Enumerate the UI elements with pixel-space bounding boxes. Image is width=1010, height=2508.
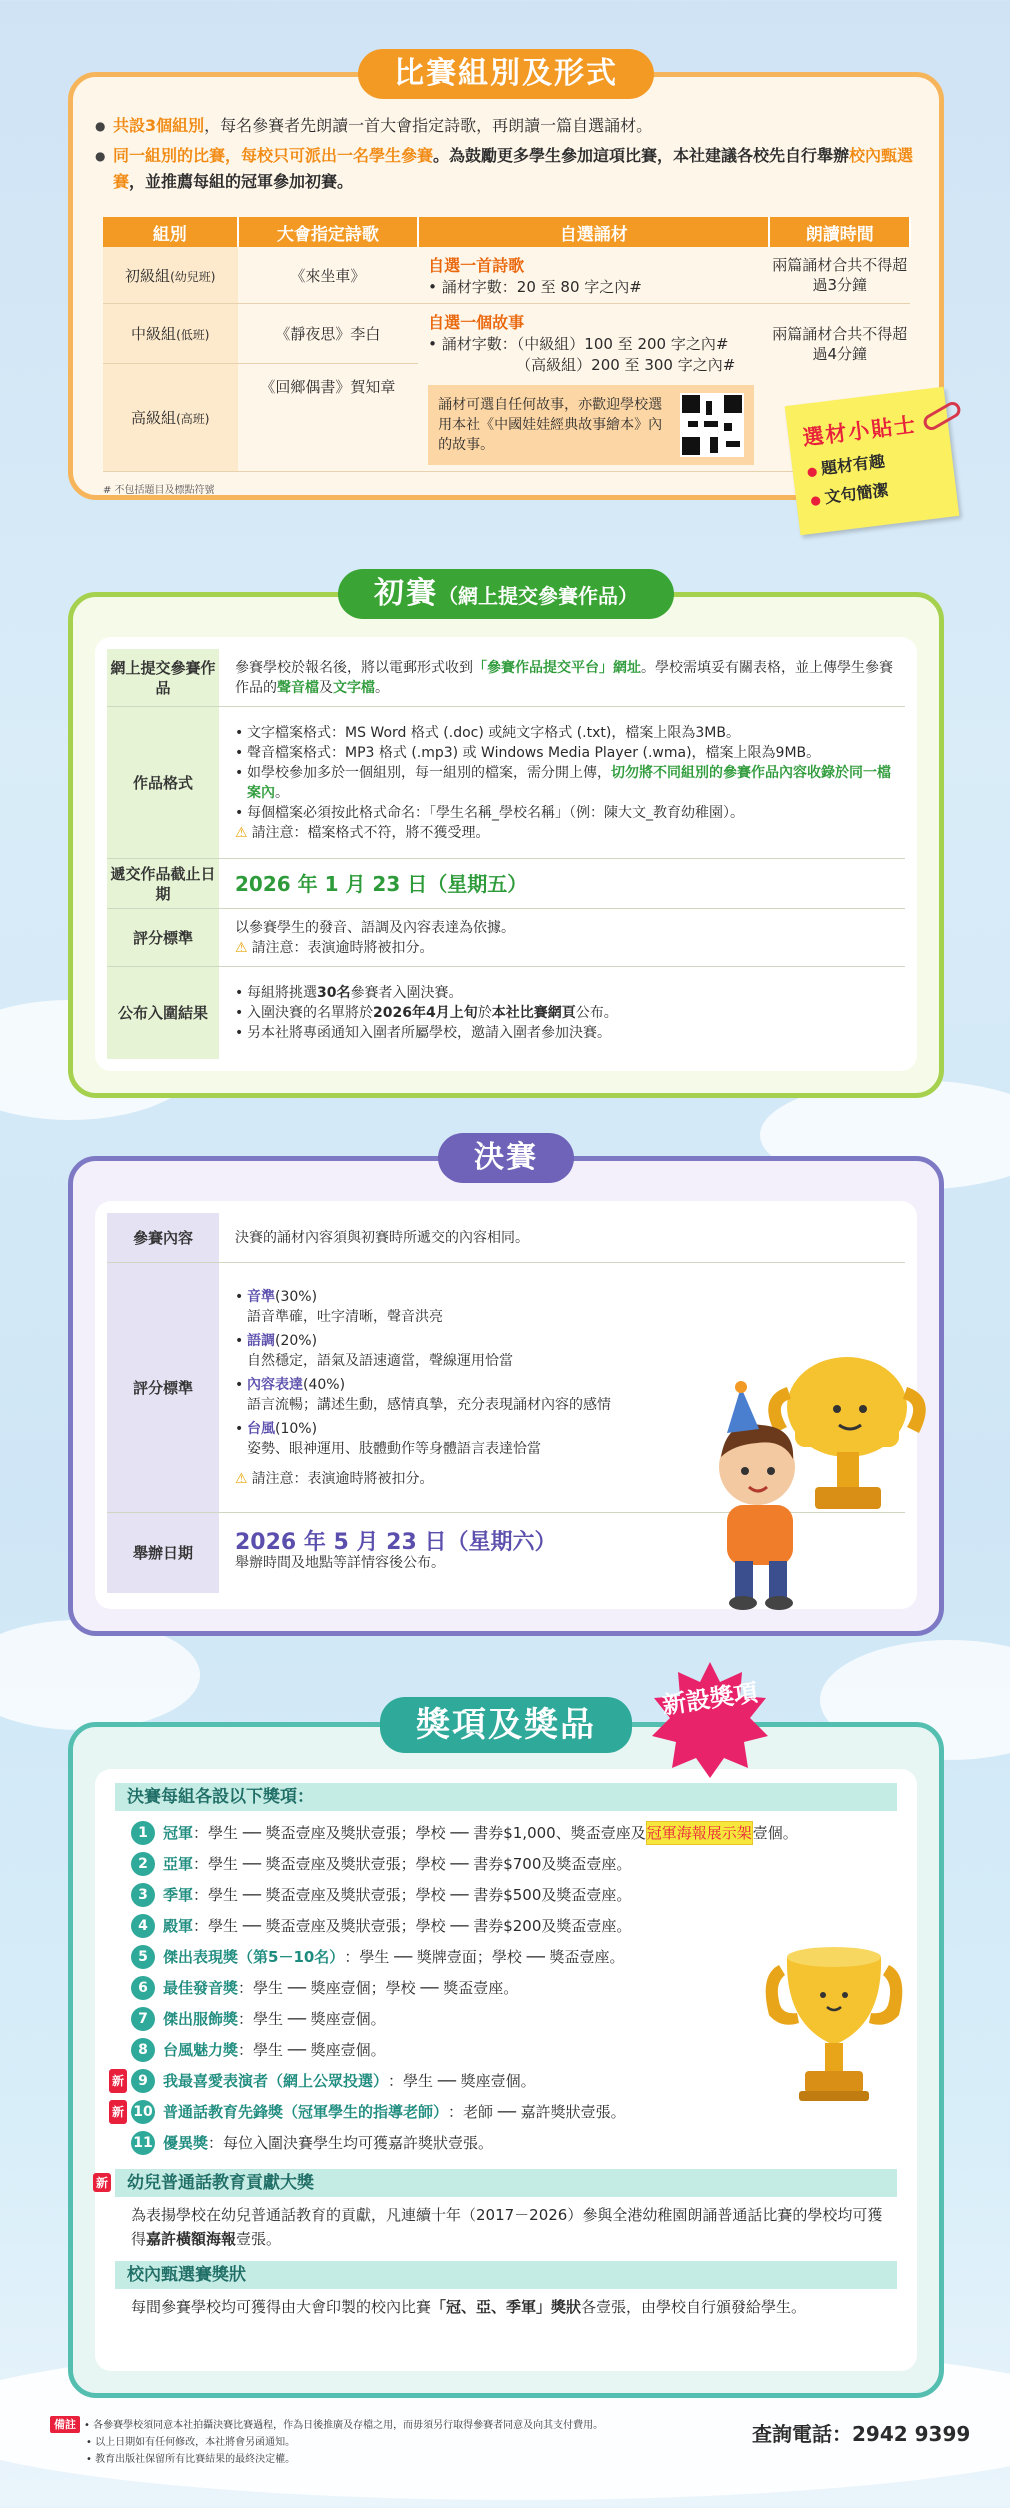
- highlight-text: 本社比賽網頁: [491, 1005, 576, 1021]
- award-name: 傑出服飾獎: [163, 2010, 239, 2028]
- text: 壹張。: [236, 2230, 282, 2248]
- free-story-title: 自選一個故事: [428, 313, 525, 332]
- qr-code-icon[interactable]: [680, 393, 744, 457]
- award-desc: ：學生 ── 獎座壹個。: [388, 2072, 536, 2090]
- section-title: 比賽組別及形式: [358, 49, 654, 99]
- award-number: 1: [131, 1821, 155, 1845]
- criteria-pct: (40%): [303, 1376, 346, 1393]
- result-item: [235, 983, 893, 1003]
- award-desc: ：學生 ── 獎盃壹座及獎狀壹張；學校 ── 書券$500及獎盃壹座。: [193, 1886, 632, 1904]
- highlight-text: 聲音檔: [277, 679, 319, 696]
- row-content: [219, 909, 905, 966]
- award-desc: ：學生 ── 獎盃壹座及獎狀壹張；學校 ── 書券$200及獎盃壹座。: [193, 1917, 632, 1935]
- text: 每間參賽學校均可獲得由大會印製的校內比賽: [131, 2298, 432, 2316]
- section-preliminary: [68, 576, 944, 1098]
- poem-cell: 《靜夜思》李白: [238, 304, 419, 364]
- free-story-words: （高級組）200 至 300 字之內#: [516, 356, 736, 374]
- cloud-decoration: [0, 1620, 200, 1730]
- footnote: # 不包括題目及標點符號: [103, 485, 215, 496]
- highlight-text: 2026年4月上旬: [373, 1005, 478, 1021]
- criteria-pct: (20%): [275, 1332, 318, 1349]
- text: 如學校參加多於一個組別，每一組別的檔案，需分開上傳，: [247, 764, 611, 781]
- criteria-name: 內容表達: [247, 1376, 303, 1393]
- school-certificate-heading: 校內甄選賽獎狀: [115, 2261, 897, 2289]
- bullet-text: 。為鼓勵更多學生參加這項比賽，本社建議各校先自行舉辦: [433, 146, 850, 165]
- school-certificate-text: [131, 2295, 887, 2319]
- award-item: [112, 2100, 626, 2124]
- award-number: 11: [131, 2131, 155, 2155]
- criteria-desc: 自然穩定，語氣及語速適當，聲線運用恰當: [247, 1352, 513, 1369]
- award-item: [131, 1976, 518, 2000]
- text: 參賽學校於報名後，將以電郵形式收到: [235, 659, 473, 676]
- preliminary-panel: [95, 637, 917, 1071]
- award-item: [131, 1821, 798, 1845]
- award-desc: ：老師 ── 嘉許獎狀壹張。: [448, 2103, 626, 2121]
- award-name: 我最喜愛表演者（網上公眾投選）: [163, 2072, 389, 2090]
- table-header: 組別: [103, 217, 238, 247]
- bullet-text: ，每名參賽者先朗讀一首大會指定詩歌，再朗讀一篇自選誦材。: [204, 116, 653, 135]
- new-tag: 新: [109, 2100, 127, 2124]
- highlight-text: 共設3個組別: [113, 116, 205, 135]
- section-title: 決賽: [438, 1133, 574, 1183]
- trophy-icon: [759, 1945, 909, 2115]
- criteria-name: 語調: [247, 1332, 275, 1349]
- highlight-text: 切勿將不同組別的參賽作品內容收錄於同一檔案內: [247, 764, 891, 801]
- award-name: 冠軍: [163, 1824, 194, 1842]
- bullet-groups: [95, 113, 925, 139]
- footer-note: • 以上日期如有任何修改，本社將會另函通知。: [86, 2437, 296, 2448]
- award-desc: 壹個。: [752, 1824, 798, 1842]
- award-desc: ：學生 ── 獎座壹個；學校 ── 獎盃壹座。: [238, 1979, 519, 1997]
- highlight-text: 校內甄選賽: [113, 146, 914, 191]
- row-content: [219, 859, 905, 908]
- award-name: 傑出表現獎（第5－10名）: [163, 1948, 345, 1966]
- table-header: 朗讀時間: [769, 217, 910, 247]
- text: 入圍決賽的名單將於: [247, 1005, 373, 1021]
- bullet-text: ，並推薦每組的冠軍參加初賽。: [129, 172, 354, 191]
- heading-text: 幼兒普通話教育貢獻大獎: [127, 2173, 314, 2193]
- criteria-text: 以參賽學生的發音、語調及內容表達為依據。: [235, 919, 515, 936]
- award-name: 最佳發音獎: [163, 1979, 239, 1997]
- row-submission: [107, 649, 905, 707]
- row-format: [107, 707, 905, 859]
- sticky-title: 選材小貼士: [801, 412, 919, 451]
- tips-sticky-note: [785, 387, 960, 536]
- row-label: 網上提交參賽作品: [107, 649, 219, 706]
- criteria-desc: 語言流暢；講述生動，感情真摯，充分表現誦材內容的感情: [247, 1396, 611, 1413]
- award-item: [131, 2038, 386, 2062]
- contribution-award-heading: [115, 2169, 897, 2197]
- award-number: 4: [131, 1914, 155, 1938]
- contribution-award-text: [131, 2203, 887, 2251]
- format-item: [235, 763, 893, 803]
- award-desc: ：學生 ── 獎牌壹面；學校 ── 獎盃壹座。: [344, 1948, 625, 1966]
- free-story-words: • 誦材字數：（中級組）100 至 200 字之內#: [428, 335, 729, 353]
- row-label: 參賽內容: [107, 1213, 219, 1262]
- group-cell: [103, 247, 238, 304]
- free-poem-title: 自選一首詩歌: [428, 256, 525, 275]
- deadline-date: 2026 年 1 月 23 日（星期五）: [235, 871, 528, 896]
- row-label: 遞交作品截止日期: [107, 859, 219, 908]
- row-label: 評分標準: [107, 1263, 219, 1512]
- highlight-text: 文字檔: [333, 679, 375, 696]
- text: 參賽者入圍決賽。: [350, 985, 463, 1001]
- award-desc: ：學生 ── 獎盃壹座及獎狀壹張；學校 ── 書券$700及獎盃壹座。: [193, 1855, 632, 1873]
- title-text: 初賽: [374, 576, 438, 611]
- award-name: 季軍: [163, 1886, 194, 1904]
- criteria-item: [235, 1331, 645, 1371]
- sticky-item: ● 文句簡潔: [809, 471, 943, 510]
- row-deadline: [107, 859, 905, 909]
- award-item: [131, 1945, 625, 1969]
- free-story-cell: [418, 304, 769, 472]
- text: 。學校需填妥有關表格，並上傳學生參賽作品的: [235, 659, 893, 696]
- free-poem-words: • 誦材字數：20 至 80 字之內#: [428, 278, 642, 296]
- award-name: 優異獎: [163, 2134, 209, 2152]
- date-note: 舉辦時間及地點等詳情容後公布。: [235, 1555, 445, 1571]
- text: 各壹張，由學校自行頒發給學生。: [581, 2298, 807, 2316]
- criteria-desc: 姿勢、眼神運用、肢體動作等身體語言表達恰當: [247, 1440, 541, 1457]
- row-label: 評分標準: [107, 909, 219, 966]
- text: 。: [375, 679, 389, 696]
- group-note: (高班): [176, 412, 210, 427]
- warning-text: ⚠ 請注意：表演逾時將被扣分。: [235, 938, 893, 958]
- story-note-box: [428, 385, 754, 465]
- award-desc: ：學生 ── 獎座壹個。: [238, 2010, 386, 2028]
- text: 每組將挑選: [247, 985, 317, 1001]
- award-name: 台風魅力獎: [163, 2041, 239, 2059]
- group-cell: [103, 304, 238, 364]
- award-number: 10: [131, 2100, 155, 2124]
- poem-cell: 《回鄉偶書》賀知章: [238, 364, 419, 472]
- row-label: 公布入圍結果: [107, 967, 219, 1059]
- row-content: [219, 707, 905, 858]
- group-name: 高級組: [131, 409, 177, 428]
- group-note: (幼兒班): [170, 269, 216, 284]
- time-cell: 兩篇誦材合共不得超過4分鐘: [769, 304, 910, 472]
- award-desc: ：學生 ── 獎盃壹座及獎狀壹張；學校 ── 書券$1,000、獎盃壹座及: [193, 1824, 646, 1842]
- highlight-text: 「冠、亞、季軍」獎狀: [431, 2298, 582, 2316]
- new-tag: 新: [93, 2173, 111, 2192]
- award-name: 亞軍: [163, 1855, 194, 1873]
- criteria-name: 台風: [247, 1420, 275, 1437]
- text: 公布。: [575, 1005, 618, 1021]
- row-results: [107, 967, 905, 1059]
- award-name: 殿軍: [163, 1917, 194, 1935]
- criteria-desc: 語音準確，吐字清晰，聲音洪亮: [247, 1308, 443, 1325]
- highlight-text: 「參賽作品提交平台」網址: [473, 659, 641, 676]
- awards-heading: 決賽每組各設以下獎項：: [115, 1783, 897, 1811]
- criteria-pct: (10%): [275, 1420, 318, 1437]
- new-tag: 新: [109, 2069, 127, 2093]
- award-item: [131, 2131, 493, 2155]
- format-item: • 聲音檔案格式：MP3 格式 (.mp3) 或 Windows Media Player (.wma)，檔案上限為9MB。: [235, 743, 893, 763]
- result-item: [235, 1003, 893, 1023]
- award-desc: ：每位入圍決賽學生均可獲嘉許獎狀壹張。: [208, 2134, 494, 2152]
- text: 為表揚學校在幼兒普通話教育的貢獻，凡連續十年（2017－2026）參與全港幼稚園朗誦普通話比賽的學校均可獲得: [131, 2206, 883, 2248]
- section-title: [338, 569, 674, 619]
- warning-text: ⚠ 請注意：檔案格式不符，將不獲受理。: [235, 823, 893, 843]
- final-date: 2026 年 5 月 23 日（星期六）: [235, 1530, 557, 1555]
- result-item: • 另本社將專函通知入圍者所屬學校，邀請入圍者參加決賽。: [235, 1023, 893, 1043]
- award-item: [131, 1883, 631, 1907]
- row-content: 決賽的誦材內容須與初賽時所遞交的內容相同。: [235, 1229, 529, 1246]
- group-name: 中級組: [131, 325, 177, 344]
- criteria-name: 音準: [247, 1288, 275, 1305]
- section-title: 獎項及獎品: [380, 1697, 632, 1753]
- row-label: 舉辦日期: [107, 1513, 219, 1593]
- award-desc: ：學生 ── 獎座壹個。: [238, 2041, 386, 2059]
- title-subtitle: （網上提交參賽作品）: [438, 584, 638, 608]
- child-trophy-illustration: [687, 1347, 927, 1617]
- text: 於: [477, 1005, 492, 1021]
- award-number: 5: [131, 1945, 155, 1969]
- group-note: (低班): [176, 328, 210, 343]
- time-cell: 兩篇誦材合共不得超過3分鐘: [769, 247, 910, 304]
- criteria-item: [235, 1419, 645, 1459]
- award-number: 8: [131, 2038, 155, 2062]
- remark-tag: 備註: [50, 2416, 80, 2433]
- free-poem-cell: [418, 247, 769, 304]
- group-name: 初級組: [125, 266, 171, 285]
- section-final: [68, 1140, 944, 1636]
- section-awards: [68, 1705, 944, 2398]
- new-awards-badge: [650, 1660, 770, 1780]
- criteria-item: [235, 1375, 645, 1415]
- format-item: • 文字檔案格式：MS Word 格式 (.doc) 或純文字格式 (.txt)，檔案上限為3MB。: [235, 723, 893, 743]
- story-note-text: 誦材可選自任何故事，亦歡迎學校選用本社《中國娃娃經典故事繪本》內的故事。: [438, 397, 663, 453]
- table-header: 自選誦材: [418, 217, 769, 247]
- highlight-text: 30名: [317, 985, 351, 1001]
- criteria-item: [235, 1287, 645, 1327]
- bullet-one-per-school: [95, 143, 925, 195]
- intro-bullets: [95, 113, 925, 199]
- footer-note: • 教育出版社保留所有比賽結果的最終決定權。: [86, 2454, 296, 2465]
- award-item: [112, 2069, 536, 2093]
- award-number: 3: [131, 1883, 155, 1907]
- award-number: 7: [131, 2007, 155, 2031]
- row-label: 作品格式: [107, 707, 219, 858]
- text: 及: [319, 679, 333, 696]
- text: 。: [275, 784, 289, 801]
- award-highlight: 冠軍海報展示架: [646, 1821, 753, 1845]
- award-item: [131, 1914, 631, 1938]
- award-number: 2: [131, 1852, 155, 1876]
- badge-text: 新設獎項: [660, 1678, 760, 1720]
- table-header: 大會指定詩歌: [238, 217, 419, 247]
- row-content: [219, 967, 905, 1059]
- format-item: • 每個檔案必須按此格式命名：「學生名稱_學校名稱」（例：陳大文_教育幼稚園）。: [235, 803, 893, 823]
- poem-cell: 《來坐車》: [238, 247, 419, 304]
- criteria-pct: (30%): [275, 1288, 318, 1305]
- row-content-rule: [107, 1213, 905, 1263]
- award-number: 6: [131, 1976, 155, 2000]
- row-criteria: [107, 909, 905, 967]
- award-item: [131, 2007, 386, 2031]
- award-name: 普通話教育先鋒獎（冠軍學生的指導老師）: [163, 2103, 449, 2121]
- note-text: • 各參賽學校須同意本社拍攝決賽比賽過程，作為日後推廣及存檔之用，而毋須另行取得參賽者同意及向其支付費用。: [84, 2420, 604, 2431]
- highlight-text: 嘉許橫額海報: [146, 2230, 237, 2248]
- sticky-item: ● 題材有趣: [805, 442, 939, 481]
- award-item: [131, 1852, 631, 1876]
- enquiry-phone: 查詢電話：2942 9399: [752, 2422, 971, 2446]
- group-cell: [103, 364, 238, 472]
- highlight-text: 同一組別的比賽，每校只可派出一名學生參賽: [113, 146, 434, 165]
- award-number: 9: [131, 2069, 155, 2093]
- warning-text: ⚠ 請注意：表演逾時將被扣分。: [235, 1469, 645, 1489]
- row-content: [219, 649, 905, 706]
